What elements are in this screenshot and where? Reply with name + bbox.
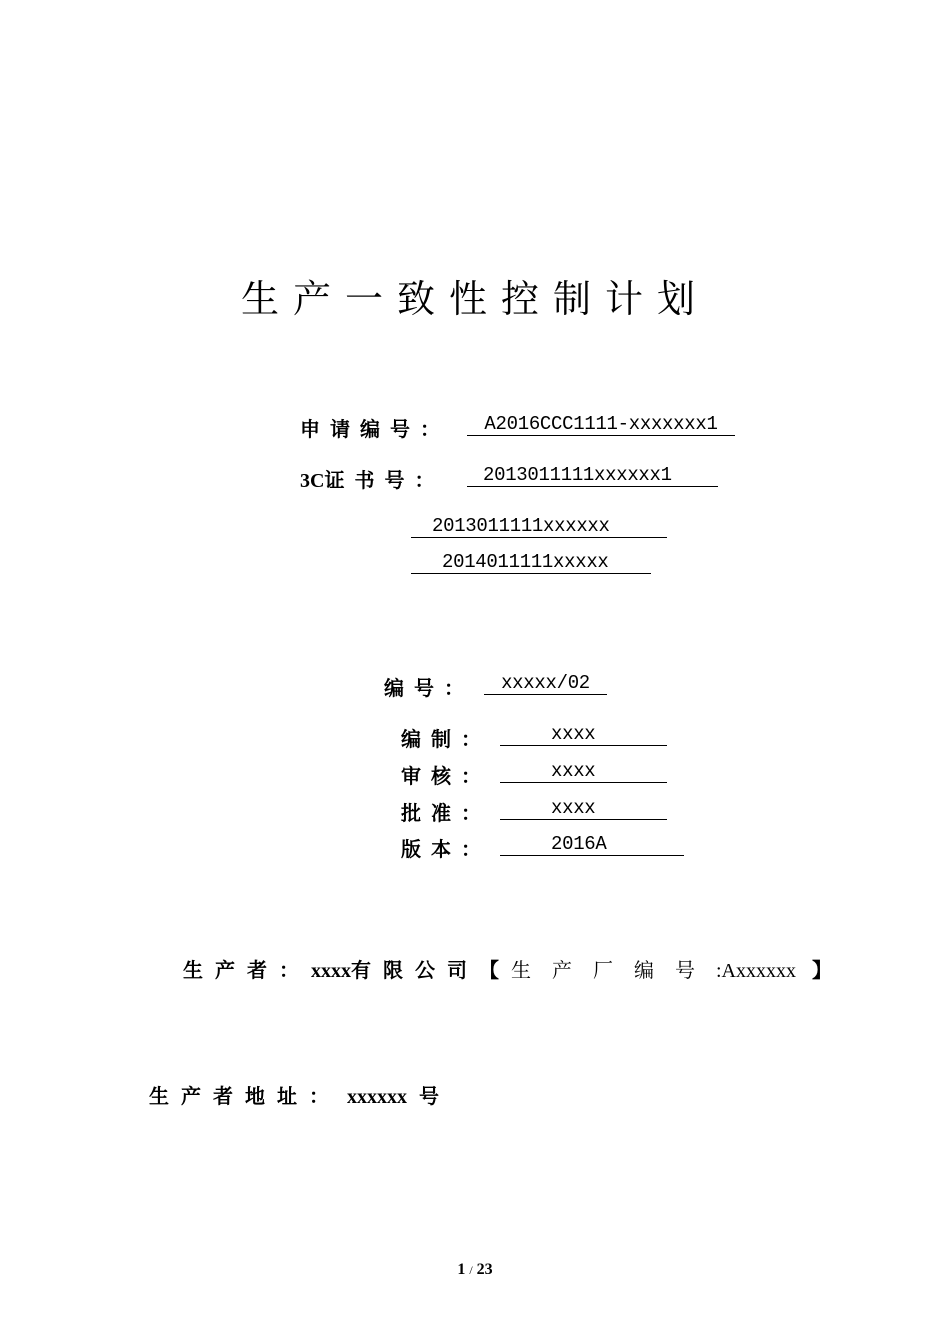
page-number [0,1261,950,1279]
document-title: 生产一致性控制计划 [240,277,709,321]
approved-by-value: xxxx [500,797,667,820]
doc-number-value: xxxxx/02 [484,672,607,695]
reviewed-by-value: xxxx [500,760,667,783]
version-label: 版本： [401,837,491,861]
application-number-value: A2016CCC1111-xxxxxxx1 [467,413,735,436]
address-line [149,1080,451,1109]
application-number-label: 申请编号： [300,417,450,441]
producer-code-label: 生产厂编号 [511,958,716,982]
producer-name-cn: 有限公司 [351,958,479,982]
approved-by-label: 批准： [401,801,491,825]
page-current: 1 [457,1261,466,1278]
page-separator: / [469,1263,473,1277]
producer-code-value: :Axxxxxx [716,960,796,982]
cert-number-value-3: 2014011111xxxxx [411,551,651,574]
reviewed-by-label: 审核： [401,764,491,788]
cert-label-prefix: 3C [300,470,325,492]
version-value: 2016A [500,833,684,856]
cert-number-value-1: 2013011111xxxxxx1 [467,464,718,487]
cert-label-rest: 证书号： [324,468,445,492]
doc-number-label: 编号： [384,676,474,700]
bracket-open: 【 [479,958,511,982]
compiled-by-value: xxxx [500,723,667,746]
page-total: 23 [476,1261,493,1278]
cert-number-label [300,464,444,493]
address-suffix: 号 [419,1084,451,1108]
producer-name-latin: xxxx [311,960,351,982]
compiled-by-label: 编制： [401,727,491,751]
address-value: xxxxxx [347,1086,407,1108]
producer-line [183,954,844,983]
cert-number-value-2: 2013011111xxxxxx [411,515,667,538]
bracket-close: 】 [812,958,844,982]
producer-label: 生产者： [183,958,311,982]
address-label: 生产者地址： [149,1084,341,1108]
